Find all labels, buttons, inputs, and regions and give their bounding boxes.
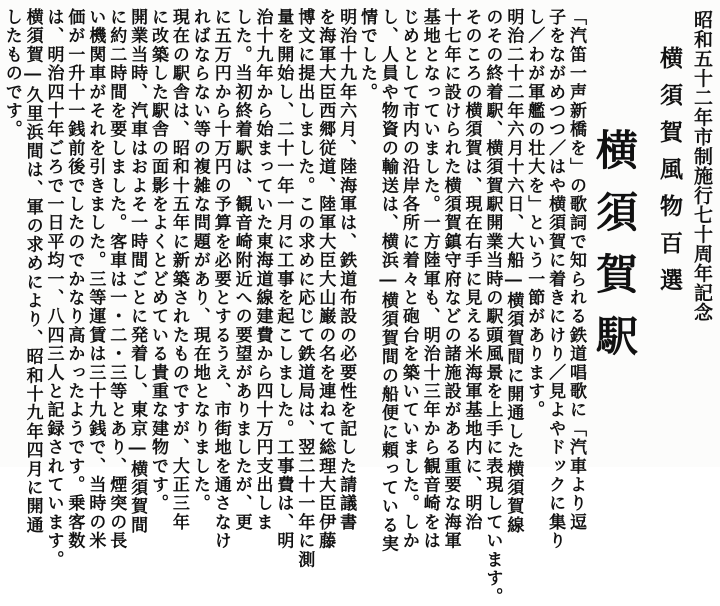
text-line: じめとして市内の沿岸各所に着々と砲台を築いていました。しか (398, 8, 419, 551)
text-line: 横須賀―久里浜間は、軍の求めにより、昭和十九年四月に開通 (22, 8, 43, 535)
text-line: 基地となっていました。一方陸軍も、明治十三年から観音崎をは (419, 8, 440, 551)
text-line: に五万円から十万円の予算を必要とするうえ、市街地を通さなけ (210, 8, 231, 551)
text-line: し／わが軍艦の壮大を」という一節があります。 (524, 8, 545, 420)
text-line: ればならない等の複雑な問題があり、現在地となりました。 (189, 8, 210, 513)
page-title: 横須賀駅 (590, 128, 639, 376)
text-line: を海軍大臣西郷従道、陸軍大臣大山巌の名を連ねて総理大臣伊藤 (315, 8, 336, 551)
text-line: い機関車がそれを引きました。三等運賃は三十九銭で、当時の米 (85, 8, 106, 551)
text-line: 子をながめつつ／はや横須賀に着きにけり／見よやドックに集り (545, 8, 566, 551)
text-line: 十七年に設けられた横須賀鎮守府などの諸施設がある重要な海軍 (440, 8, 461, 551)
header (586, 10, 716, 460)
text-line: 「汽笛一声新橋を」の歌詞で知られる鉄道唱歌に「汽車より逗 (566, 8, 586, 532)
text-line: 明治十九年六月、陸海軍は、鉄道布設の必要性を記した請議書 (336, 8, 357, 532)
text-line: に約二時間を要しました。客車は一・二・三等とあり、煙突の長 (106, 8, 127, 551)
text-line: そのころの横須賀は、現在右手に見える米海軍基地内に、明治 (461, 8, 482, 532)
body-text (1, 8, 586, 606)
anniversary-caption: 昭和五十二年市制施行七十周年記念 (691, 10, 713, 322)
text-line: 博文に提出しました。この求めに応じて鉄道局は、翌二十一年に測 (294, 8, 315, 569)
text-line: し、人員や物資の輸送は、横浜―横須賀間の船便に頼っている実 (377, 8, 398, 554)
text-line: 価が一升十一銭前後でしたのでかなり高かったようです。乗客数 (64, 8, 85, 551)
text-line: 現在の駅舎は、昭和十五年に新築されたものですが、大正三年 (168, 8, 189, 532)
text-line: 開業当時、汽車はおよそ一時間ごとに発着し、東京―横須賀間 (127, 8, 148, 535)
text-line: 明治二十二年六月十六日、大船―横須賀間に開通した横須賀線 (503, 8, 524, 535)
text-line: は、明治四十年ごろで一日平均一、八四三人と記録されています。 (43, 8, 64, 569)
text-line: のその終着駅、横須賀駅開業当時の駅頭風景を上手に表現しています。 (482, 8, 503, 606)
text-line: に改築した駅舎の面影をよくとどめている貴重な建物です。 (148, 8, 168, 513)
text-line: したものです。 (1, 8, 22, 139)
text-line: 量を開始し、二十一年一月に工事を起こしました。工事費は、明 (273, 8, 294, 551)
series-title: 横須賀風物百選 (656, 46, 683, 305)
text-line: した。当初終着駅は、観音崎附近への要望がありましたが、更 (231, 8, 252, 532)
text-line: 治十九年から始まっていた東海道線建費から四十万円支出しま (252, 8, 273, 532)
text-line: 情でした。 (357, 8, 377, 102)
